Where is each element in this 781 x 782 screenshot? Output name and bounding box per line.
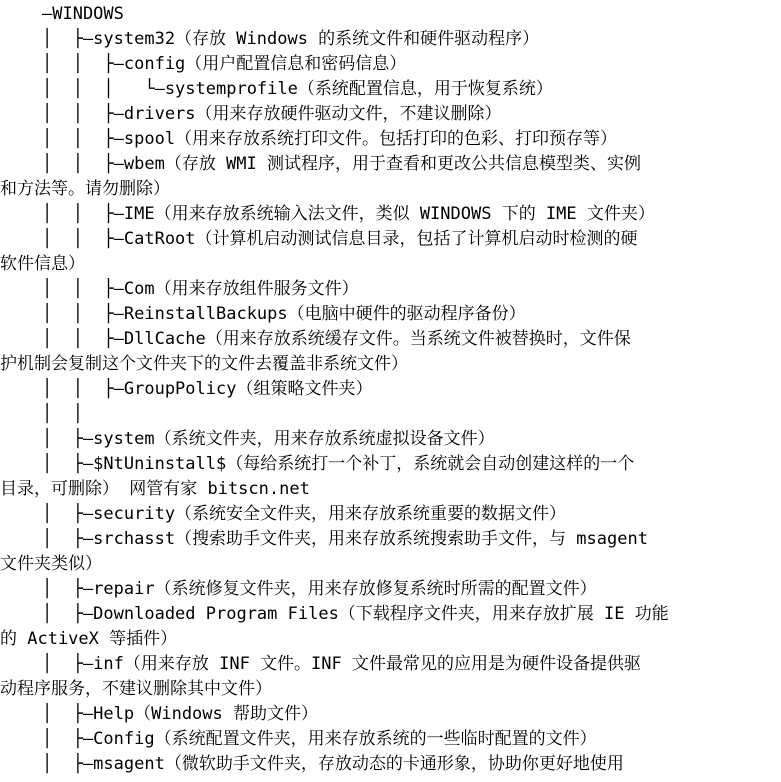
tree-line: │ │ ├—ReinstallBackups（电脑中硬件的驱动程序备份） [42,304,526,324]
tree-line-continuation: 目录，可删除） 网管有家 bitscn.net [0,479,310,499]
tree-line: │ ├—system32（存放 Windows 的系统文件和硬件驱动程序） [42,29,540,49]
tree-line-continuation: 动程序服务，不建议删除其中文件） [0,679,272,699]
tree-line: │ ├—inf（用来存放 INF 文件。INF 文件最常见的应用是为硬件设备提供驱 [42,654,641,674]
tree-line: —WINDOWS [42,4,124,24]
tree-line-continuation: 文件夹类似） [0,554,102,574]
tree-line: │ ├—security（系统安全文件夹，用来存放系统重要的数据文件） [42,504,567,524]
tree-line: │ │ [42,404,83,424]
tree-line: │ │ │ └—systemprofile（系统配置信息，用于恢复系统） [42,79,553,99]
tree-line: │ │ ├—DllCache（用来存放系统缓存文件。当系统文件被替换时，文件保 [42,329,631,349]
tree-line: │ │ ├—wbem（存放 WMI 测试程序，用于查看和更改公共信息模型类、实例 [42,154,641,174]
tree-line: │ ├—Downloaded Program Files（下载程序文件夹，用来存放扩展 IE 功能 [42,604,669,624]
tree-line: │ │ ├—IME（用来存放系统输入法文件，类似 WINDOWS 下的 IME 文件夹） [42,204,655,224]
tree-line: │ ├—Help（Windows 帮助文件） [42,704,318,724]
tree-line-continuation: 护机制会复制这个文件夹下的文件去覆盖非系统文件） [0,354,408,374]
tree-line: │ │ ├—spool（用来存放系统打印文件。包括打印的色彩、打印预存等） [42,129,618,149]
tree-line: │ │ ├—GroupPolicy（组策略文件夹） [42,379,373,399]
tree-line: │ ├—$NtUninstall$（每给系统打一个补丁，系统就会自动创建这样的一个 [42,454,635,474]
tree-line-continuation: 的 ActiveX 等插件） [0,629,178,649]
tree-line-continuation: 软件信息） [0,254,85,274]
tree-line: │ ├—msagent（微软助手文件夹，存放动态的卡通形象，协助你更好地使用 [42,754,624,774]
tree-line-continuation: 和方法等。请勿删除） [0,179,170,199]
tree-line: │ │ ├—CatRoot（计算机启动测试信息目录，包括了计算机启动时检测的硬 [42,229,638,249]
tree-line: │ ├—repair（系统修复文件夹，用来存放修复系统时所需的配置文件） [42,579,597,599]
tree-line: │ │ ├—drivers（用来存放硬件驱动文件，不建议删除） [42,104,502,124]
tree-line: │ ├—system（系统文件夹，用来存放系统虚拟设备文件） [42,429,495,449]
tree-line: │ │ ├—config（用户配置信息和密码信息） [42,54,407,74]
tree-line: │ │ ├—Com（用来存放组件服务文件） [42,279,359,299]
tree-line: │ ├—Config（系统配置文件夹，用来存放系统的一些临时配置的文件） [42,729,597,749]
tree-line: │ ├—srchasst（搜索助手文件夹，用来存放系统搜索助手文件，与 msagent [42,529,648,549]
